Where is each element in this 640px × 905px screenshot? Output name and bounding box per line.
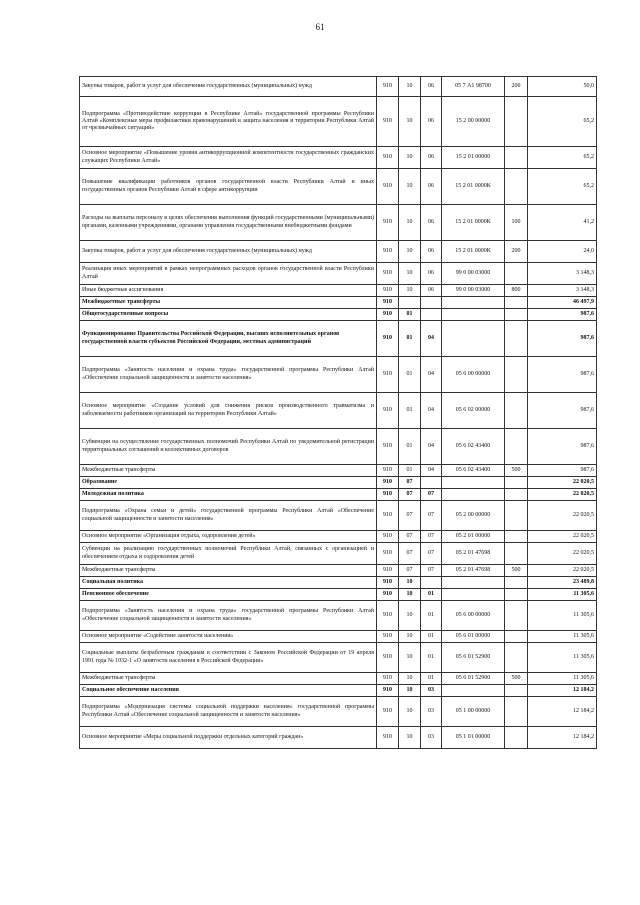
row-section-code: 10 [399, 727, 421, 749]
row-expense-type [505, 601, 528, 631]
table-row [80, 601, 597, 631]
row-ministry-code: 910 [377, 477, 399, 489]
row-section-code: 10 [399, 673, 421, 685]
table-row [80, 297, 597, 309]
row-amount: 987,6 [528, 393, 597, 429]
row-subsection-code [421, 297, 442, 309]
row-target-article: 15 2 01 0000К [442, 205, 505, 241]
row-amount: 22 020,5 [528, 477, 597, 489]
row-expense-type [505, 501, 528, 531]
row-subsection-code: 04 [421, 465, 442, 477]
row-target-article: 05 6 01 00000 [442, 631, 505, 643]
row-amount: 65,2 [528, 97, 597, 147]
row-subsection-code: 01 [421, 601, 442, 631]
row-target-article: 05 6 02 43400 [442, 465, 505, 477]
row-target-article: 05 2 00 00000 [442, 501, 505, 531]
row-expense-type [505, 147, 528, 169]
row-ministry-code: 910 [377, 147, 399, 169]
row-expense-type: 200 [505, 241, 528, 263]
row-amount: 24,0 [528, 241, 597, 263]
row-section-code: 01 [399, 393, 421, 429]
row-subsection-code: 06 [421, 263, 442, 285]
row-ministry-code: 910 [377, 727, 399, 749]
table-row [80, 285, 597, 297]
row-section-code: 01 [399, 429, 421, 465]
table-row [80, 697, 597, 727]
row-section-code: 10 [399, 241, 421, 263]
row-amount: 11 305,6 [528, 643, 597, 673]
table-row [80, 309, 597, 321]
table-row [80, 543, 597, 565]
row-name: Молодежная политика [80, 489, 377, 501]
table-row [80, 241, 597, 263]
row-name: Закупка товаров, работ и услуг для обеспечения государственных (муниципальных) нужд [80, 77, 377, 97]
table-row [80, 727, 597, 749]
table-row [80, 205, 597, 241]
row-amount: 11 305,6 [528, 601, 597, 631]
row-subsection-code: 04 [421, 321, 442, 357]
row-ministry-code: 910 [377, 297, 399, 309]
row-ministry-code: 910 [377, 97, 399, 147]
row-target-article: 05 6 02 00000 [442, 393, 505, 429]
row-expense-type [505, 357, 528, 393]
row-section-code: 10 [399, 77, 421, 97]
row-subsection-code [421, 477, 442, 489]
row-target-article [442, 477, 505, 489]
row-target-article: 05 2 01 00000 [442, 531, 505, 543]
row-section-code: 01 [399, 321, 421, 357]
row-name: Подпрограмма «Модернизация системы социальной поддержки населения» государственной программы Республики Алтай «Обеспечение социальной защищенности и занятости населения» [80, 697, 377, 727]
row-name: Социальная политика [80, 577, 377, 589]
row-subsection-code: 07 [421, 489, 442, 501]
row-section-code: 01 [399, 465, 421, 477]
row-section-code: 10 [399, 97, 421, 147]
row-section-code: 10 [399, 601, 421, 631]
row-amount: 11 305,6 [528, 673, 597, 685]
row-subsection-code: 01 [421, 631, 442, 643]
table-row [80, 643, 597, 673]
row-subsection-code: 04 [421, 429, 442, 465]
row-name: Основное мероприятие «Повышение уровня антикоррупционной компетентности государственных гражданских служащих Республики Алтай» [80, 147, 377, 169]
page-number: 61 [315, 22, 325, 32]
row-expense-type [505, 297, 528, 309]
row-name: Основное мероприятие «Содействие занятости населения» [80, 631, 377, 643]
row-amount: 12 184,2 [528, 697, 597, 727]
row-target-article: 05 6 00 00000 [442, 357, 505, 393]
row-expense-type [505, 169, 528, 205]
table-row [80, 169, 597, 205]
row-ministry-code: 910 [377, 393, 399, 429]
row-target-article: 05 6 01 52900 [442, 643, 505, 673]
row-ministry-code: 910 [377, 321, 399, 357]
row-name: Повышение квалификации работников органов государственной власти Республики Алтай и иных государственных органов Республики Алтай в сфере антикоррупции [80, 169, 377, 205]
row-amount: 11 305,6 [528, 589, 597, 601]
row-name: Подпрограмма «Противодействие коррупции в Республике Алтай» государственной программы Республики Алтай «Комплексные меры профилактики правонарушений и защита населения и территории Республики Алтай от чрезвычайных ситуаций» [80, 97, 377, 147]
row-name: Образование [80, 477, 377, 489]
table-row [80, 589, 597, 601]
row-name: Расходы на выплаты персоналу в целях обеспечения выполнения функций государственными (муниципальными) органами, казенными учреждениями, органами управления государственными внебюджетными фондами [80, 205, 377, 241]
row-target-article: 05 6 00 00000 [442, 601, 505, 631]
row-target-article [442, 309, 505, 321]
row-expense-type [505, 643, 528, 673]
row-expense-type: 500 [505, 465, 528, 477]
row-section-code: 07 [399, 531, 421, 543]
row-ministry-code: 910 [377, 77, 399, 97]
row-amount: 11 305,6 [528, 631, 597, 643]
row-name: Иные бюджетные ассигнования [80, 285, 377, 297]
row-target-article [442, 489, 505, 501]
row-amount: 22 020,5 [528, 501, 597, 531]
row-ministry-code: 910 [377, 685, 399, 697]
row-ministry-code: 910 [377, 589, 399, 601]
row-subsection-code: 03 [421, 727, 442, 749]
row-ministry-code: 910 [377, 697, 399, 727]
row-ministry-code: 910 [377, 565, 399, 577]
table-row [80, 429, 597, 465]
row-subsection-code: 04 [421, 357, 442, 393]
row-section-code: 07 [399, 543, 421, 565]
row-ministry-code: 910 [377, 489, 399, 501]
row-target-article [442, 321, 505, 357]
row-subsection-code: 07 [421, 531, 442, 543]
table-row [80, 685, 597, 697]
row-target-article: 05 2 01 47698 [442, 565, 505, 577]
row-name: Межбюджетные трансферты [80, 565, 377, 577]
row-section-code: 10 [399, 263, 421, 285]
row-subsection-code: 07 [421, 543, 442, 565]
row-expense-type [505, 429, 528, 465]
table-row [80, 147, 597, 169]
table-row [80, 357, 597, 393]
row-section-code: 07 [399, 565, 421, 577]
row-amount: 50,0 [528, 77, 597, 97]
row-name: Реализация иных мероприятий в рамках непрограммных расходов органов государственной власти Республики Алтай [80, 263, 377, 285]
row-target-article: 05 2 01 47698 [442, 543, 505, 565]
row-section-code [399, 297, 421, 309]
row-section-code: 07 [399, 477, 421, 489]
row-ministry-code: 910 [377, 543, 399, 565]
row-expense-type [505, 489, 528, 501]
budget-table [79, 76, 597, 749]
row-name: Социальные выплаты безработным гражданам в соответствии с Законом Российской Федерации от 19 апреля 1991 года № 1032-1 «О занятости населения в Российской Федерации» [80, 643, 377, 673]
table-row [80, 465, 597, 477]
row-ministry-code: 910 [377, 263, 399, 285]
row-amount: 3 148,3 [528, 263, 597, 285]
row-target-article [442, 589, 505, 601]
row-target-article: 15 2 01 00000 [442, 147, 505, 169]
row-section-code: 07 [399, 489, 421, 501]
row-expense-type: 100 [505, 205, 528, 241]
row-amount: 987,6 [528, 465, 597, 477]
row-amount: 987,6 [528, 429, 597, 465]
row-expense-type: 800 [505, 285, 528, 297]
row-target-article: 05 6 01 52900 [442, 673, 505, 685]
row-amount: 65,2 [528, 169, 597, 205]
row-expense-type: 500 [505, 565, 528, 577]
row-section-code: 10 [399, 205, 421, 241]
row-name: Функционирование Правительства Российской Федерации, высших исполнительных органов государственной власти субъектов Российской Федерации, местных администраций [80, 321, 377, 357]
table-row [80, 321, 597, 357]
row-expense-type: 500 [505, 673, 528, 685]
row-ministry-code: 910 [377, 429, 399, 465]
row-target-article: 99 0 00 03000 [442, 285, 505, 297]
row-amount: 12 184,2 [528, 685, 597, 697]
row-target-article: 05 1 00 00000 [442, 697, 505, 727]
row-amount: 987,6 [528, 321, 597, 357]
row-name: Основное мероприятие «Создание условий для снижения рисков производственного травматизма и заболеваемости работников организаций на территории Республики Алтай» [80, 393, 377, 429]
row-ministry-code: 910 [377, 643, 399, 673]
row-ministry-code: 910 [377, 465, 399, 477]
row-ministry-code: 910 [377, 241, 399, 263]
row-ministry-code: 910 [377, 531, 399, 543]
row-subsection-code: 03 [421, 697, 442, 727]
row-subsection-code: 07 [421, 565, 442, 577]
row-expense-type [505, 727, 528, 749]
row-subsection-code: 01 [421, 673, 442, 685]
row-name: Основное мероприятие «Меры социальной поддержки отдельных категорий граждан» [80, 727, 377, 749]
row-amount: 987,6 [528, 357, 597, 393]
row-target-article: 05 7 А1 98700 [442, 77, 505, 97]
row-amount: 987,6 [528, 309, 597, 321]
row-expense-type [505, 97, 528, 147]
row-expense-type [505, 477, 528, 489]
row-name: Подпрограмма «Занятость населения и охрана труда» государственной программы Республики Алтай «Обеспечение социальной защищенности и занятости населения» [80, 357, 377, 393]
row-subsection-code: 01 [421, 589, 442, 601]
table-row [80, 673, 597, 685]
row-ministry-code: 910 [377, 285, 399, 297]
row-expense-type [505, 543, 528, 565]
row-name: Социальное обеспечение населения [80, 685, 377, 697]
row-name: Субвенции на реализацию государственных полномочий Республики Алтай, связанных с организацией и обеспечением отдыха и оздоровления детей [80, 543, 377, 565]
row-section-code: 10 [399, 589, 421, 601]
row-amount: 3 148,3 [528, 285, 597, 297]
row-target-article [442, 685, 505, 697]
row-expense-type [505, 577, 528, 589]
row-name: Подпрограмма «Охрана семьи и детей» государственной программы Республики Алтай «Обеспечение социальной защищенности и занятости населения» [80, 501, 377, 531]
row-target-article: 05 1 01 00000 [442, 727, 505, 749]
row-section-code: 01 [399, 309, 421, 321]
row-amount: 41,2 [528, 205, 597, 241]
row-section-code: 01 [399, 357, 421, 393]
row-expense-type [505, 631, 528, 643]
row-target-article: 15 2 00 00000 [442, 97, 505, 147]
row-ministry-code: 910 [377, 577, 399, 589]
table-row [80, 531, 597, 543]
row-subsection-code [421, 577, 442, 589]
row-name: Подпрограмма «Занятость населения и охрана труда» государственной программы Республики Алтай «Обеспечение социальной защищенности и занятости населения» [80, 601, 377, 631]
row-amount: 22 020,5 [528, 543, 597, 565]
row-expense-type [505, 697, 528, 727]
row-expense-type [505, 393, 528, 429]
row-ministry-code: 910 [377, 357, 399, 393]
row-section-code: 10 [399, 631, 421, 643]
row-section-code: 10 [399, 685, 421, 697]
row-ministry-code: 910 [377, 631, 399, 643]
row-expense-type [505, 531, 528, 543]
row-name: Закупка товаров, работ и услуг для обеспечения государственных (муниципальных) нужд [80, 241, 377, 263]
row-section-code: 10 [399, 285, 421, 297]
row-subsection-code: 06 [421, 285, 442, 297]
row-amount: 65,2 [528, 147, 597, 169]
row-target-article: 05 6 02 43400 [442, 429, 505, 465]
table-row [80, 501, 597, 531]
row-name: Основное мероприятие «Организация отдыха, оздоровления детей» [80, 531, 377, 543]
row-subsection-code: 04 [421, 393, 442, 429]
row-amount: 22 020,5 [528, 565, 597, 577]
row-ministry-code: 910 [377, 601, 399, 631]
row-section-code: 10 [399, 169, 421, 205]
row-subsection-code: 06 [421, 147, 442, 169]
row-subsection-code: 06 [421, 241, 442, 263]
row-ministry-code: 910 [377, 501, 399, 531]
table-row [80, 477, 597, 489]
row-section-code: 10 [399, 643, 421, 673]
row-name: Общегосударственные вопросы [80, 309, 377, 321]
row-amount: 23 489,8 [528, 577, 597, 589]
row-expense-type: 200 [505, 77, 528, 97]
row-amount: 46 497,9 [528, 297, 597, 309]
row-target-article [442, 577, 505, 589]
row-name: Межбюджетные трансферты [80, 297, 377, 309]
table-row [80, 565, 597, 577]
row-expense-type [505, 589, 528, 601]
row-name: Субвенции на осуществление государственных полномочий Республики Алтай по уведомительной регистрации территориальных соглашений и коллективных договоров [80, 429, 377, 465]
row-subsection-code: 06 [421, 97, 442, 147]
row-subsection-code: 07 [421, 501, 442, 531]
table-row [80, 263, 597, 285]
row-expense-type [505, 685, 528, 697]
table-row [80, 393, 597, 429]
row-target-article: 15 2 01 0000К [442, 241, 505, 263]
row-ministry-code: 910 [377, 205, 399, 241]
row-section-code: 10 [399, 577, 421, 589]
row-section-code: 10 [399, 147, 421, 169]
row-section-code: 07 [399, 501, 421, 531]
row-target-article: 15 2 01 0000К [442, 169, 505, 205]
table-row [80, 631, 597, 643]
row-subsection-code: 06 [421, 205, 442, 241]
row-target-article [442, 297, 505, 309]
row-expense-type [505, 321, 528, 357]
row-name: Межбюджетные трансферты [80, 673, 377, 685]
row-target-article: 99 0 00 03000 [442, 263, 505, 285]
row-ministry-code: 910 [377, 169, 399, 205]
row-subsection-code: 06 [421, 169, 442, 205]
budget-table-body [80, 77, 597, 749]
table-row [80, 577, 597, 589]
table-row [80, 489, 597, 501]
row-ministry-code: 910 [377, 673, 399, 685]
row-ministry-code: 910 [377, 309, 399, 321]
row-subsection-code: 06 [421, 77, 442, 97]
row-amount: 22 020,5 [528, 531, 597, 543]
row-subsection-code: 03 [421, 685, 442, 697]
table-row [80, 77, 597, 97]
row-amount: 22 020,5 [528, 489, 597, 501]
row-expense-type [505, 263, 528, 285]
row-subsection-code [421, 309, 442, 321]
row-expense-type [505, 309, 528, 321]
table-row [80, 97, 597, 147]
row-name: Пенсионное обеспечение [80, 589, 377, 601]
row-name: Межбюджетные трансферты [80, 465, 377, 477]
row-amount: 12 184,2 [528, 727, 597, 749]
row-subsection-code: 01 [421, 643, 442, 673]
row-section-code: 10 [399, 697, 421, 727]
